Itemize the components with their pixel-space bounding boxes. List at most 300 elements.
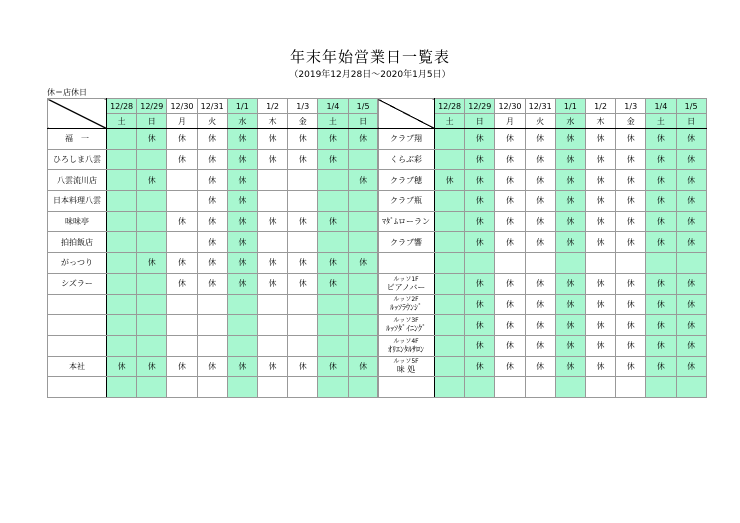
table-row xyxy=(378,232,707,253)
day-cell: 休 xyxy=(585,294,615,315)
day-cell: 休 xyxy=(227,211,257,232)
date-header: 12/31 xyxy=(197,99,227,114)
table-row xyxy=(378,253,707,274)
day-cell: 休 xyxy=(495,273,525,294)
day-cell: 休 xyxy=(646,232,676,253)
day-cell: 休 xyxy=(318,129,348,150)
table-row xyxy=(378,211,707,232)
day-cell: 休 xyxy=(465,294,495,315)
weekday-header: 金 xyxy=(288,114,318,129)
day-cell xyxy=(585,253,615,274)
day-cell xyxy=(167,232,197,253)
day-cell: 休 xyxy=(525,294,555,315)
table-row xyxy=(48,211,379,232)
day-cell xyxy=(435,356,465,377)
day-cell xyxy=(257,315,287,336)
weekday-header: 木 xyxy=(585,114,615,129)
store-name: クラブ瓶 xyxy=(378,191,435,212)
day-cell xyxy=(646,253,676,274)
day-cell: 休 xyxy=(616,211,646,232)
day-cell: 休 xyxy=(465,315,495,336)
day-cell xyxy=(137,335,167,356)
store-name xyxy=(378,273,435,294)
table-row xyxy=(378,191,707,212)
day-cell xyxy=(435,377,465,398)
day-cell: 休 xyxy=(137,356,167,377)
right-schedule-table xyxy=(377,98,707,398)
day-cell xyxy=(318,377,348,398)
day-cell: 休 xyxy=(585,273,615,294)
date-header: 12/30 xyxy=(167,99,197,114)
store-name xyxy=(48,335,107,356)
day-cell xyxy=(435,232,465,253)
store-name: クラブ穂 xyxy=(378,170,435,191)
date-header: 12/31 xyxy=(525,99,555,114)
day-cell: 休 xyxy=(616,170,646,191)
day-cell: 休 xyxy=(616,335,646,356)
store-name xyxy=(378,315,435,336)
store-title: 味 処 xyxy=(396,365,416,375)
date-range-subtitle: （2019年12月28日～2020年1月5日） xyxy=(289,70,451,80)
day-cell xyxy=(137,315,167,336)
table-row xyxy=(378,356,707,377)
day-cell: 休 xyxy=(495,170,525,191)
day-cell xyxy=(435,294,465,315)
table-row xyxy=(48,356,379,377)
day-cell: 休 xyxy=(646,356,676,377)
day-cell xyxy=(318,315,348,336)
day-cell: 休 xyxy=(167,211,197,232)
day-cell: 休 xyxy=(495,356,525,377)
day-cell xyxy=(318,170,348,191)
day-cell: 休 xyxy=(555,191,585,212)
day-cell: 休 xyxy=(348,170,378,191)
day-cell: 休 xyxy=(167,273,197,294)
store-name: がっつり xyxy=(48,253,107,274)
weekday-header: 月 xyxy=(167,114,197,129)
day-cell: 休 xyxy=(227,170,257,191)
day-cell: 休 xyxy=(555,129,585,150)
day-cell: 休 xyxy=(555,273,585,294)
day-cell: 休 xyxy=(555,211,585,232)
store-name: クラブ響 xyxy=(378,232,435,253)
day-cell xyxy=(197,377,227,398)
day-cell: 休 xyxy=(555,294,585,315)
day-cell: 休 xyxy=(495,335,525,356)
store-name xyxy=(378,377,435,398)
date-header: 1/4 xyxy=(646,99,676,114)
store-name xyxy=(48,315,107,336)
store-name xyxy=(48,377,107,398)
day-cell: 休 xyxy=(465,129,495,150)
date-header: 1/2 xyxy=(257,99,287,114)
table-row xyxy=(378,335,707,356)
day-cell: 休 xyxy=(257,356,287,377)
table-row xyxy=(48,315,379,336)
store-floor: ルッソ3F xyxy=(393,317,419,325)
weekday-header: 土 xyxy=(435,114,465,129)
day-cell xyxy=(525,253,555,274)
day-cell xyxy=(676,377,706,398)
day-cell xyxy=(435,253,465,274)
weekday-header: 土 xyxy=(646,114,676,129)
day-cell: 休 xyxy=(318,273,348,294)
day-cell: 休 xyxy=(646,273,676,294)
day-cell: 休 xyxy=(288,149,318,170)
day-cell xyxy=(137,294,167,315)
day-cell: 休 xyxy=(525,315,555,336)
day-cell: 休 xyxy=(257,129,287,150)
day-cell: 休 xyxy=(676,232,706,253)
weekday-header: 火 xyxy=(197,114,227,129)
day-cell: 休 xyxy=(676,211,706,232)
day-cell xyxy=(288,191,318,212)
store-name: 福 一 xyxy=(48,129,107,150)
day-cell xyxy=(318,232,348,253)
day-cell xyxy=(435,211,465,232)
day-cell: 休 xyxy=(525,211,555,232)
day-cell: 休 xyxy=(495,294,525,315)
day-cell xyxy=(288,377,318,398)
date-header: 1/2 xyxy=(585,99,615,114)
day-cell: 休 xyxy=(585,211,615,232)
store-name: 拍拍飯店 xyxy=(48,232,107,253)
day-cell: 休 xyxy=(585,315,615,336)
day-cell: 休 xyxy=(555,149,585,170)
day-cell: 休 xyxy=(585,232,615,253)
day-cell xyxy=(107,149,137,170)
table-row xyxy=(378,170,707,191)
day-cell: 休 xyxy=(318,149,348,170)
day-cell xyxy=(465,253,495,274)
day-cell xyxy=(107,315,137,336)
day-cell: 休 xyxy=(555,232,585,253)
day-cell xyxy=(227,335,257,356)
left-schedule-table xyxy=(47,98,379,398)
table-row xyxy=(48,170,379,191)
day-cell xyxy=(227,294,257,315)
table-row xyxy=(48,129,379,150)
day-cell xyxy=(137,149,167,170)
weekday-header: 水 xyxy=(227,114,257,129)
day-cell: 休 xyxy=(646,294,676,315)
day-cell xyxy=(646,377,676,398)
day-cell xyxy=(227,377,257,398)
page-title: 年末年始営業日一覧表 xyxy=(289,48,450,66)
table-row xyxy=(48,253,379,274)
day-cell: 休 xyxy=(676,315,706,336)
day-cell xyxy=(495,253,525,274)
store-floor: ルッソ1F xyxy=(393,275,419,283)
date-header: 12/29 xyxy=(137,99,167,114)
day-cell: 休 xyxy=(525,335,555,356)
day-cell: 休 xyxy=(465,356,495,377)
day-cell xyxy=(348,149,378,170)
day-cell: 休 xyxy=(288,273,318,294)
day-cell xyxy=(107,273,137,294)
day-cell xyxy=(318,335,348,356)
day-cell: 休 xyxy=(197,273,227,294)
day-cell: 休 xyxy=(525,191,555,212)
store-name: クラブ翔 xyxy=(378,129,435,150)
weekday-header: 土 xyxy=(318,114,348,129)
day-cell: 休 xyxy=(676,356,706,377)
day-cell: 休 xyxy=(227,129,257,150)
day-cell xyxy=(495,377,525,398)
day-cell: 休 xyxy=(197,356,227,377)
day-cell: 休 xyxy=(495,191,525,212)
day-cell: 休 xyxy=(646,129,676,150)
day-cell: 休 xyxy=(525,356,555,377)
table-row xyxy=(48,335,379,356)
day-cell xyxy=(107,191,137,212)
day-cell xyxy=(288,170,318,191)
weekday-header: 木 xyxy=(257,114,287,129)
day-cell xyxy=(167,377,197,398)
table-row xyxy=(378,129,707,150)
day-cell: 休 xyxy=(137,170,167,191)
day-cell: 休 xyxy=(227,149,257,170)
day-cell: 休 xyxy=(525,170,555,191)
store-name: ﾏﾀﾞﾑローラン xyxy=(378,211,435,232)
day-cell xyxy=(257,335,287,356)
day-cell: 休 xyxy=(227,191,257,212)
day-cell: 休 xyxy=(525,129,555,150)
table-row xyxy=(48,232,379,253)
day-cell: 休 xyxy=(318,211,348,232)
day-cell: 休 xyxy=(348,356,378,377)
day-cell: 休 xyxy=(525,232,555,253)
day-cell: 休 xyxy=(676,273,706,294)
day-cell: 休 xyxy=(197,232,227,253)
day-cell: 休 xyxy=(676,149,706,170)
day-cell: 休 xyxy=(137,253,167,274)
day-cell: 休 xyxy=(227,232,257,253)
date-header: 12/28 xyxy=(435,99,465,114)
table-row xyxy=(48,377,379,398)
day-cell: 休 xyxy=(348,253,378,274)
day-cell xyxy=(227,315,257,336)
day-cell: 休 xyxy=(646,211,676,232)
day-cell: 休 xyxy=(555,315,585,336)
day-cell xyxy=(555,253,585,274)
day-cell xyxy=(107,335,137,356)
table-row xyxy=(378,149,707,170)
day-cell: 休 xyxy=(585,129,615,150)
date-header: 1/5 xyxy=(676,99,706,114)
table-row xyxy=(48,294,379,315)
day-cell: 休 xyxy=(676,129,706,150)
day-cell xyxy=(435,129,465,150)
day-cell: 休 xyxy=(465,211,495,232)
weekday-header: 火 xyxy=(525,114,555,129)
day-cell xyxy=(348,315,378,336)
day-cell: 休 xyxy=(646,149,676,170)
day-cell xyxy=(435,315,465,336)
store-title: ｵﾘｴﾝﾀﾙｻﾛﾝ xyxy=(388,344,424,354)
date-header: 1/3 xyxy=(288,99,318,114)
day-cell xyxy=(525,377,555,398)
weekday-header: 土 xyxy=(107,114,137,129)
day-cell: 休 xyxy=(676,294,706,315)
table-row xyxy=(378,294,707,315)
date-header: 12/28 xyxy=(107,99,137,114)
day-cell: 休 xyxy=(585,191,615,212)
day-cell: 休 xyxy=(676,335,706,356)
day-cell: 休 xyxy=(616,294,646,315)
day-cell: 休 xyxy=(167,149,197,170)
day-cell: 休 xyxy=(646,315,676,336)
day-cell: 休 xyxy=(555,356,585,377)
day-cell: 休 xyxy=(227,253,257,274)
store-name: 八雲流川店 xyxy=(48,170,107,191)
day-cell: 休 xyxy=(495,129,525,150)
day-cell: 休 xyxy=(616,315,646,336)
store-name: ひろしま八雲 xyxy=(48,149,107,170)
day-cell xyxy=(137,211,167,232)
day-cell: 休 xyxy=(676,191,706,212)
day-cell xyxy=(555,377,585,398)
weekday-header: 月 xyxy=(495,114,525,129)
day-cell: 休 xyxy=(257,253,287,274)
day-cell xyxy=(107,377,137,398)
date-header: 1/4 xyxy=(318,99,348,114)
day-cell: 休 xyxy=(107,356,137,377)
day-cell xyxy=(257,294,287,315)
day-cell: 休 xyxy=(495,315,525,336)
day-cell xyxy=(107,232,137,253)
day-cell xyxy=(197,294,227,315)
day-cell: 休 xyxy=(167,356,197,377)
weekday-header: 日 xyxy=(137,114,167,129)
day-cell: 休 xyxy=(616,356,646,377)
day-cell xyxy=(288,335,318,356)
store-name: 日本料理八雲 xyxy=(48,191,107,212)
day-cell xyxy=(348,232,378,253)
day-cell xyxy=(137,232,167,253)
store-title: ﾙｯｿﾀﾞｲﾆﾝｸﾞ xyxy=(386,324,426,334)
date-header: 1/5 xyxy=(348,99,378,114)
day-cell: 休 xyxy=(318,356,348,377)
store-name xyxy=(378,335,435,356)
day-cell xyxy=(676,253,706,274)
day-cell: 休 xyxy=(555,170,585,191)
day-cell: 休 xyxy=(676,170,706,191)
day-cell: 休 xyxy=(555,335,585,356)
day-cell: 休 xyxy=(288,211,318,232)
day-cell: 休 xyxy=(616,232,646,253)
day-cell xyxy=(585,377,615,398)
day-cell xyxy=(167,294,197,315)
day-cell xyxy=(107,211,137,232)
day-cell xyxy=(348,273,378,294)
day-cell xyxy=(167,335,197,356)
store-floor: ルッソ4F xyxy=(393,337,419,345)
table-row xyxy=(48,149,379,170)
store-name: 本社 xyxy=(48,356,107,377)
day-cell xyxy=(167,170,197,191)
day-cell xyxy=(318,191,348,212)
store-floor: ルッソ2F xyxy=(393,296,419,304)
day-cell xyxy=(348,191,378,212)
day-cell: 休 xyxy=(646,170,676,191)
day-cell: 休 xyxy=(646,191,676,212)
day-cell xyxy=(435,335,465,356)
day-cell: 休 xyxy=(465,149,495,170)
day-cell xyxy=(465,377,495,398)
day-cell xyxy=(288,315,318,336)
day-cell: 休 xyxy=(197,253,227,274)
table-row xyxy=(378,273,707,294)
date-header: 1/1 xyxy=(555,99,585,114)
table-row xyxy=(48,273,379,294)
day-cell xyxy=(435,273,465,294)
day-cell: 休 xyxy=(495,232,525,253)
corner-cell xyxy=(378,99,435,129)
date-header: 12/30 xyxy=(495,99,525,114)
day-cell: 休 xyxy=(257,273,287,294)
day-cell: 休 xyxy=(616,273,646,294)
day-cell: 休 xyxy=(137,129,167,150)
day-cell xyxy=(257,191,287,212)
day-cell: 休 xyxy=(525,273,555,294)
day-cell: 休 xyxy=(465,335,495,356)
day-cell xyxy=(137,377,167,398)
store-name: シズラー xyxy=(48,273,107,294)
table-row xyxy=(48,191,379,212)
day-cell: 休 xyxy=(616,191,646,212)
day-cell: 休 xyxy=(646,335,676,356)
weekday-header: 日 xyxy=(465,114,495,129)
weekday-header: 金 xyxy=(616,114,646,129)
day-cell xyxy=(435,149,465,170)
day-cell xyxy=(107,170,137,191)
date-header: 12/29 xyxy=(465,99,495,114)
day-cell xyxy=(348,211,378,232)
day-cell: 休 xyxy=(288,253,318,274)
day-cell: 休 xyxy=(585,170,615,191)
date-header: 1/3 xyxy=(616,99,646,114)
day-cell: 休 xyxy=(465,170,495,191)
day-cell: 休 xyxy=(318,253,348,274)
day-cell xyxy=(107,294,137,315)
day-cell xyxy=(197,315,227,336)
day-cell xyxy=(107,253,137,274)
table-row xyxy=(378,377,707,398)
day-cell: 休 xyxy=(585,335,615,356)
weekday-header: 日 xyxy=(348,114,378,129)
day-cell: 休 xyxy=(197,191,227,212)
day-cell: 休 xyxy=(616,129,646,150)
store-name: 味味亭 xyxy=(48,211,107,232)
day-cell: 休 xyxy=(585,149,615,170)
day-cell: 休 xyxy=(585,356,615,377)
day-cell: 休 xyxy=(495,149,525,170)
day-cell xyxy=(318,294,348,315)
day-cell xyxy=(107,129,137,150)
day-cell: 休 xyxy=(288,356,318,377)
day-cell xyxy=(435,191,465,212)
day-cell xyxy=(137,273,167,294)
day-cell xyxy=(348,335,378,356)
weekday-header: 日 xyxy=(676,114,706,129)
store-name xyxy=(378,253,435,274)
day-cell xyxy=(167,191,197,212)
day-cell: 休 xyxy=(197,129,227,150)
day-cell: 休 xyxy=(197,149,227,170)
store-title: ﾙｯｿﾗｳﾝｼﾞ xyxy=(390,303,422,313)
day-cell xyxy=(167,315,197,336)
